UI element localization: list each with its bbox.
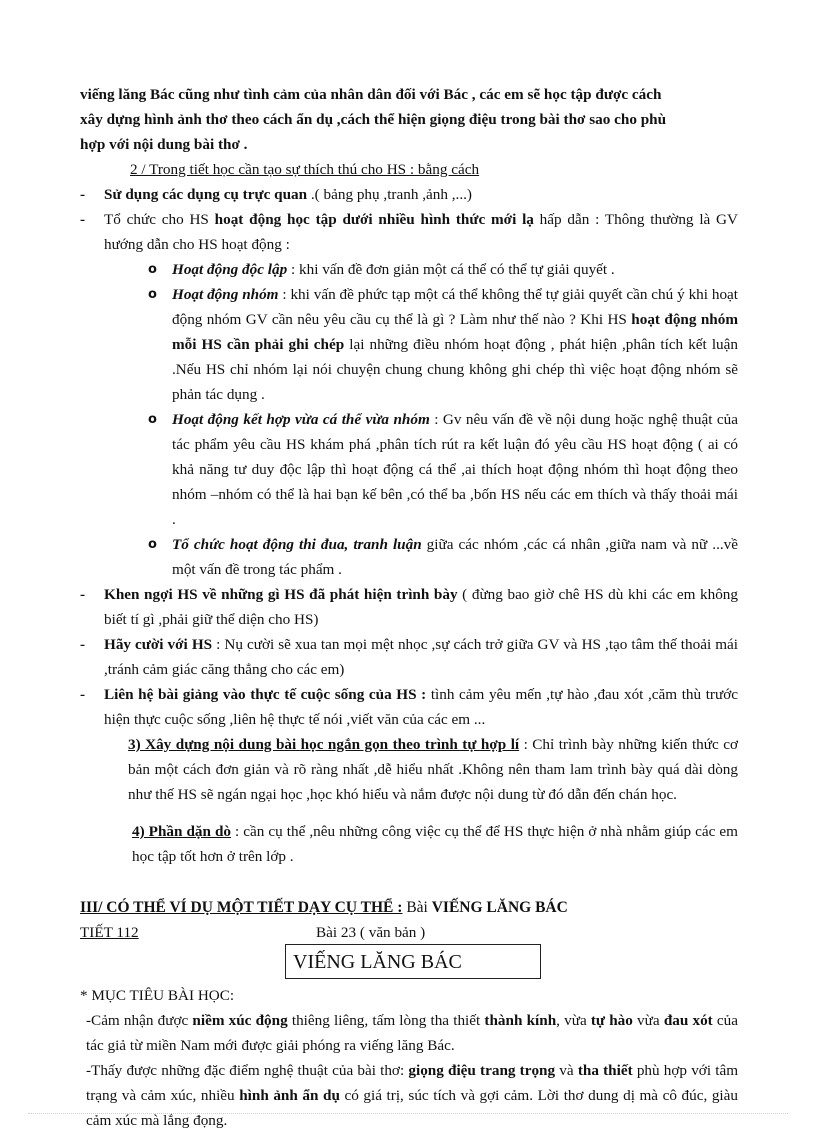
unit-number: Bài 23 ( văn bản ) [316,924,426,941]
sub-3-text: : Gv nêu vấn đề về nội dung hoặc nghệ thuật của tác phẩm yêu cầu HS khám phá ,phân tích rút ra kết luận đó yêu cầu HS hoạt động ( ai có khả năng tư duy độc lập thì hoạt động cá thể ,ai thích hoạt động nhóm thì hoạt động theo nhóm –nhóm có thể là hai bạn kế bên ,có thể ba ,bốn HS nếu các em thích và thấy thoải mái . [172,411,738,528]
bullet-smile [80,632,738,682]
document-page [80,82,738,1133]
bullet-4-bold: Hãy cười với HS [104,636,213,653]
goal-1-bold: thành kính [484,1012,557,1029]
section-4-paragraph [80,819,738,869]
sub-2-text-2: lại những điều nhóm hoạt động , phát hiện ,phân tích kết luận .Nếu HS chỉ nhóm lại nói chuyện chung chung không ghi chép thì việc hoạt động nhóm sẽ phản tác dụng . [172,336,738,403]
goal-2-text: và [555,1062,578,1079]
bullet-praise [80,582,738,632]
bullet-1-bold: Sử dụng các dụng cụ trực quan [104,186,308,203]
goal-1-bold: niềm xúc động [192,1012,288,1029]
intro-line-3: hợp với nội dung bài thơ . [80,136,248,153]
goal-1-bold: đau xót [663,1012,713,1029]
bullet-2-bold: hoạt động học tập dưới nhiều hình thức mới lạ [214,211,534,228]
dash-marker: - [80,186,86,203]
sub-4-head: Tổ chức hoạt động thi đua, tranh luận [172,536,422,553]
lesson-number: TIẾT 112 [80,924,139,941]
section-iii-lesson: VIẾNG LĂNG BÁC [431,899,568,916]
sub-item-competition [148,532,738,582]
section-4-heading: 4) Phần dặn dò [132,823,232,840]
section-4-text: : cần cụ thể ,nêu những công việc cụ thể để HS thực hiện ở nhà nhằm giúp các em học tập tốt hơn ở trên lớp . [132,823,738,865]
bullet-2-pre: Tổ chức cho HS [104,211,215,228]
section-iii-bai: Bài [402,899,432,916]
goal-1-text: -Cảm nhận được [86,1012,193,1029]
sub-1-text: : khi vấn đề đơn giản một cá thể có thể tự giải quyết . [287,261,615,278]
bullet-real-life [80,682,738,732]
section-iii-title: III/ CÓ THỂ VÍ DỤ MỘT TIẾT DẠY CỤ THỂ : [80,899,403,916]
section-iii-heading [80,895,738,920]
goal-1-text: , vừa [556,1012,591,1029]
sub-3-head: Hoạt động kết hợp vừa cá thể vừa nhóm [172,411,430,428]
intro-paragraph [80,82,738,157]
sub-item-group [148,282,738,407]
goal-1-text: của tác giả từ miền Nam mới được giải phóng ra viếng lăng Bác. [86,1012,738,1054]
sub-item-independent [148,257,738,282]
goal-1-text: vừa [632,1012,664,1029]
sub-2-head: Hoạt động nhóm [172,286,279,303]
bullet-3-bold: Khen ngợi HS về những gì HS đã phát hiện trình bày [104,586,458,603]
lesson-title-box: VIẾNG LĂNG BÁC [285,944,541,979]
section-3-heading: 3) Xây dựng nội dung bài học ngắn gọn theo trình tự hợp lí [128,736,520,753]
bullet-2-text: hấp dẫn : Thông thường là GV hướng dẫn cho HS hoạt động : [104,211,738,253]
circle-bullet-icon: o [148,412,157,427]
objective-2 [80,1058,738,1133]
goal-1-bold: tự hào [590,1012,633,1029]
bullet-3-text: ( đừng bao giờ chê HS dù khi các em không biết tí gì ,phải giữ thể diện cho HS) [104,586,738,628]
dash-marker: - [80,636,86,653]
bullet-5-text: tình cảm yêu mến ,tự hào ,đau xót ,căm thù trước hiện thực cuộc sống ,liên hệ thực tế nói ,viết văn của các em ... [104,686,738,728]
circle-bullet-icon: o [148,537,157,552]
intro-line-2: xây dựng hình ảnh thơ theo cách ẩn dụ ,cách thể hiện giọng điệu trong bài thơ sao cho phù [80,111,667,128]
bullet-visual-aids [80,182,738,207]
goal-2-bold: giọng điệu trang trọng [408,1062,556,1079]
goal-2-bold: hình ảnh ẩn dụ [239,1087,340,1104]
circle-bullet-icon: o [148,287,157,302]
goal-2-text: -Thấy được những đặc điểm nghệ thuật của bài thơ: [86,1062,409,1079]
goal-2-text: có giá trị, súc tích và gợi cảm. Lời thơ dung dị mà cô đúc, giàu cảm xúc mà lắng đọng. [86,1087,738,1129]
circle-bullet-icon: o [148,262,157,277]
goal-2-bold: tha thiết [577,1062,633,1079]
section-2-heading: 2 / Trong tiết học cần tạo sự thích thú cho HS : bằng cách [130,161,480,178]
sub-4-text: giữa các nhóm ,các cá nhân ,giữa nam và nữ ...về một vấn đề trong tác phẩm . [172,536,738,578]
goal-2-text: phù hợp với tâm trạng và cảm xúc, nhiều [86,1062,739,1104]
sub-2-bold: hoạt động nhóm mỗi HS cần phải ghi chép [172,311,738,353]
bullet-5-bold: Liên hệ bài giảng vào thực tế cuộc sống của HS : [104,686,427,703]
page-bottom-divider [28,1113,788,1114]
objective-1 [80,1008,738,1058]
section-3-text: : Chỉ trình bày những kiến thức cơ bản một cách đơn giản và rõ ràng nhất ,dễ hiểu nhất .Không nên tham lam trình bày quá dài dòng như thế HS sẽ ngán ngại học ,học khó hiểu và nắm được nội dung từ đó dẫn đến chán học. [128,736,738,803]
dash-marker: - [80,686,86,703]
sub-2-text: : khi vấn đề phức tạp một cá thể không thể tự giải quyết cần chú ý khi hoạt động nhóm GV cần nêu yêu cầu cụ thể là gì ? Làm như thế nào ? Khi HS [172,286,738,328]
section-3-paragraph [80,732,738,807]
goal-1-text: thiêng liêng, tấm lòng tha thiết [287,1012,485,1029]
sub-item-combined [148,407,738,532]
bullet-activity-forms [80,207,738,257]
intro-line-1: viếng lăng Bác cũng như tình cảm của nhân dân đối với Bác , các em sẽ học tập được cách [80,86,662,103]
bullet-1-text: .( bảng phụ ,tranh ,ảnh ,...) [307,186,472,203]
objectives-heading: * MỤC TIÊU BÀI HỌC: [80,987,235,1004]
dash-marker: - [80,586,86,603]
dash-marker: - [80,211,86,228]
sub-1-head: Hoạt động độc lập [172,261,288,278]
lesson-info-row [80,920,738,944]
bullet-4-text: : Nụ cười sẽ xua tan mọi mệt nhọc ,sự cách trở giữa GV và HS ,tạo tâm thế thoải mái ,tránh cảm giác căng thẳng cho các em) [104,636,738,678]
